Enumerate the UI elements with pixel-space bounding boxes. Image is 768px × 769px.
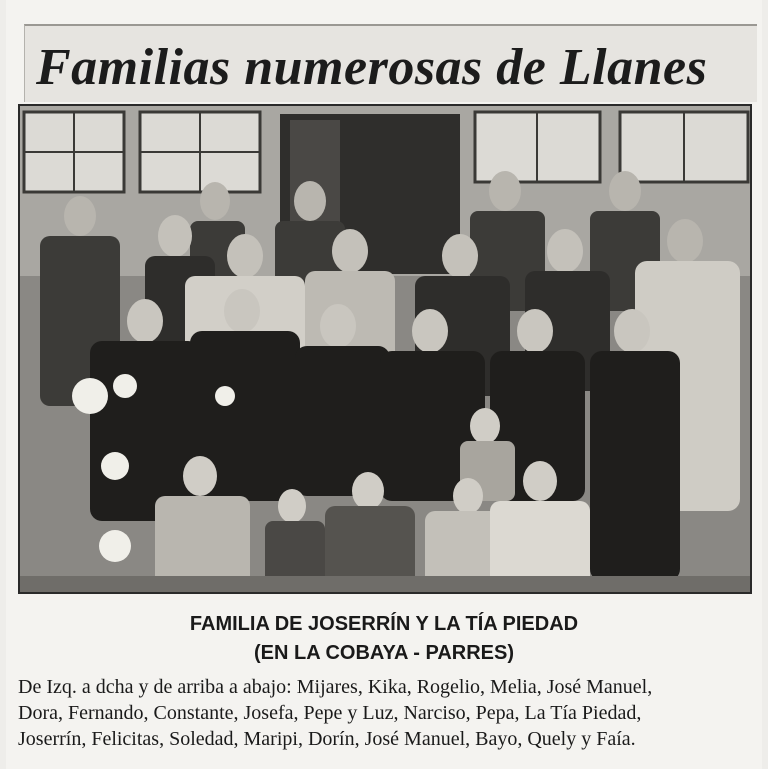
family-photo	[18, 104, 752, 594]
names-line: De Izq. a dcha y de arriba a abajo: Mijares, Kika, Rogelio, Melia, José Manuel,	[18, 676, 653, 698]
family-group-photo-icon	[20, 106, 750, 592]
caption-subtitle: (EN LA COBAYA - PARRES)	[253, 642, 515, 664]
names-line: Dora, Fernando, Constante, Josefa, Pepe y Luz, Narciso, Pepa, La Tía Piedad,	[18, 702, 642, 724]
caption-title: FAMILIA DE JOSERRÍN Y LA TÍA PIEDAD	[189, 613, 579, 635]
names-line: Joserrín, Felicitas, Soledad, Maripi, Dorín, José Manuel, Bayo, Quely y Faía.	[18, 728, 636, 750]
names-list	[18, 674, 758, 752]
page-title: Familias numerosas de Llanes	[36, 39, 708, 96]
